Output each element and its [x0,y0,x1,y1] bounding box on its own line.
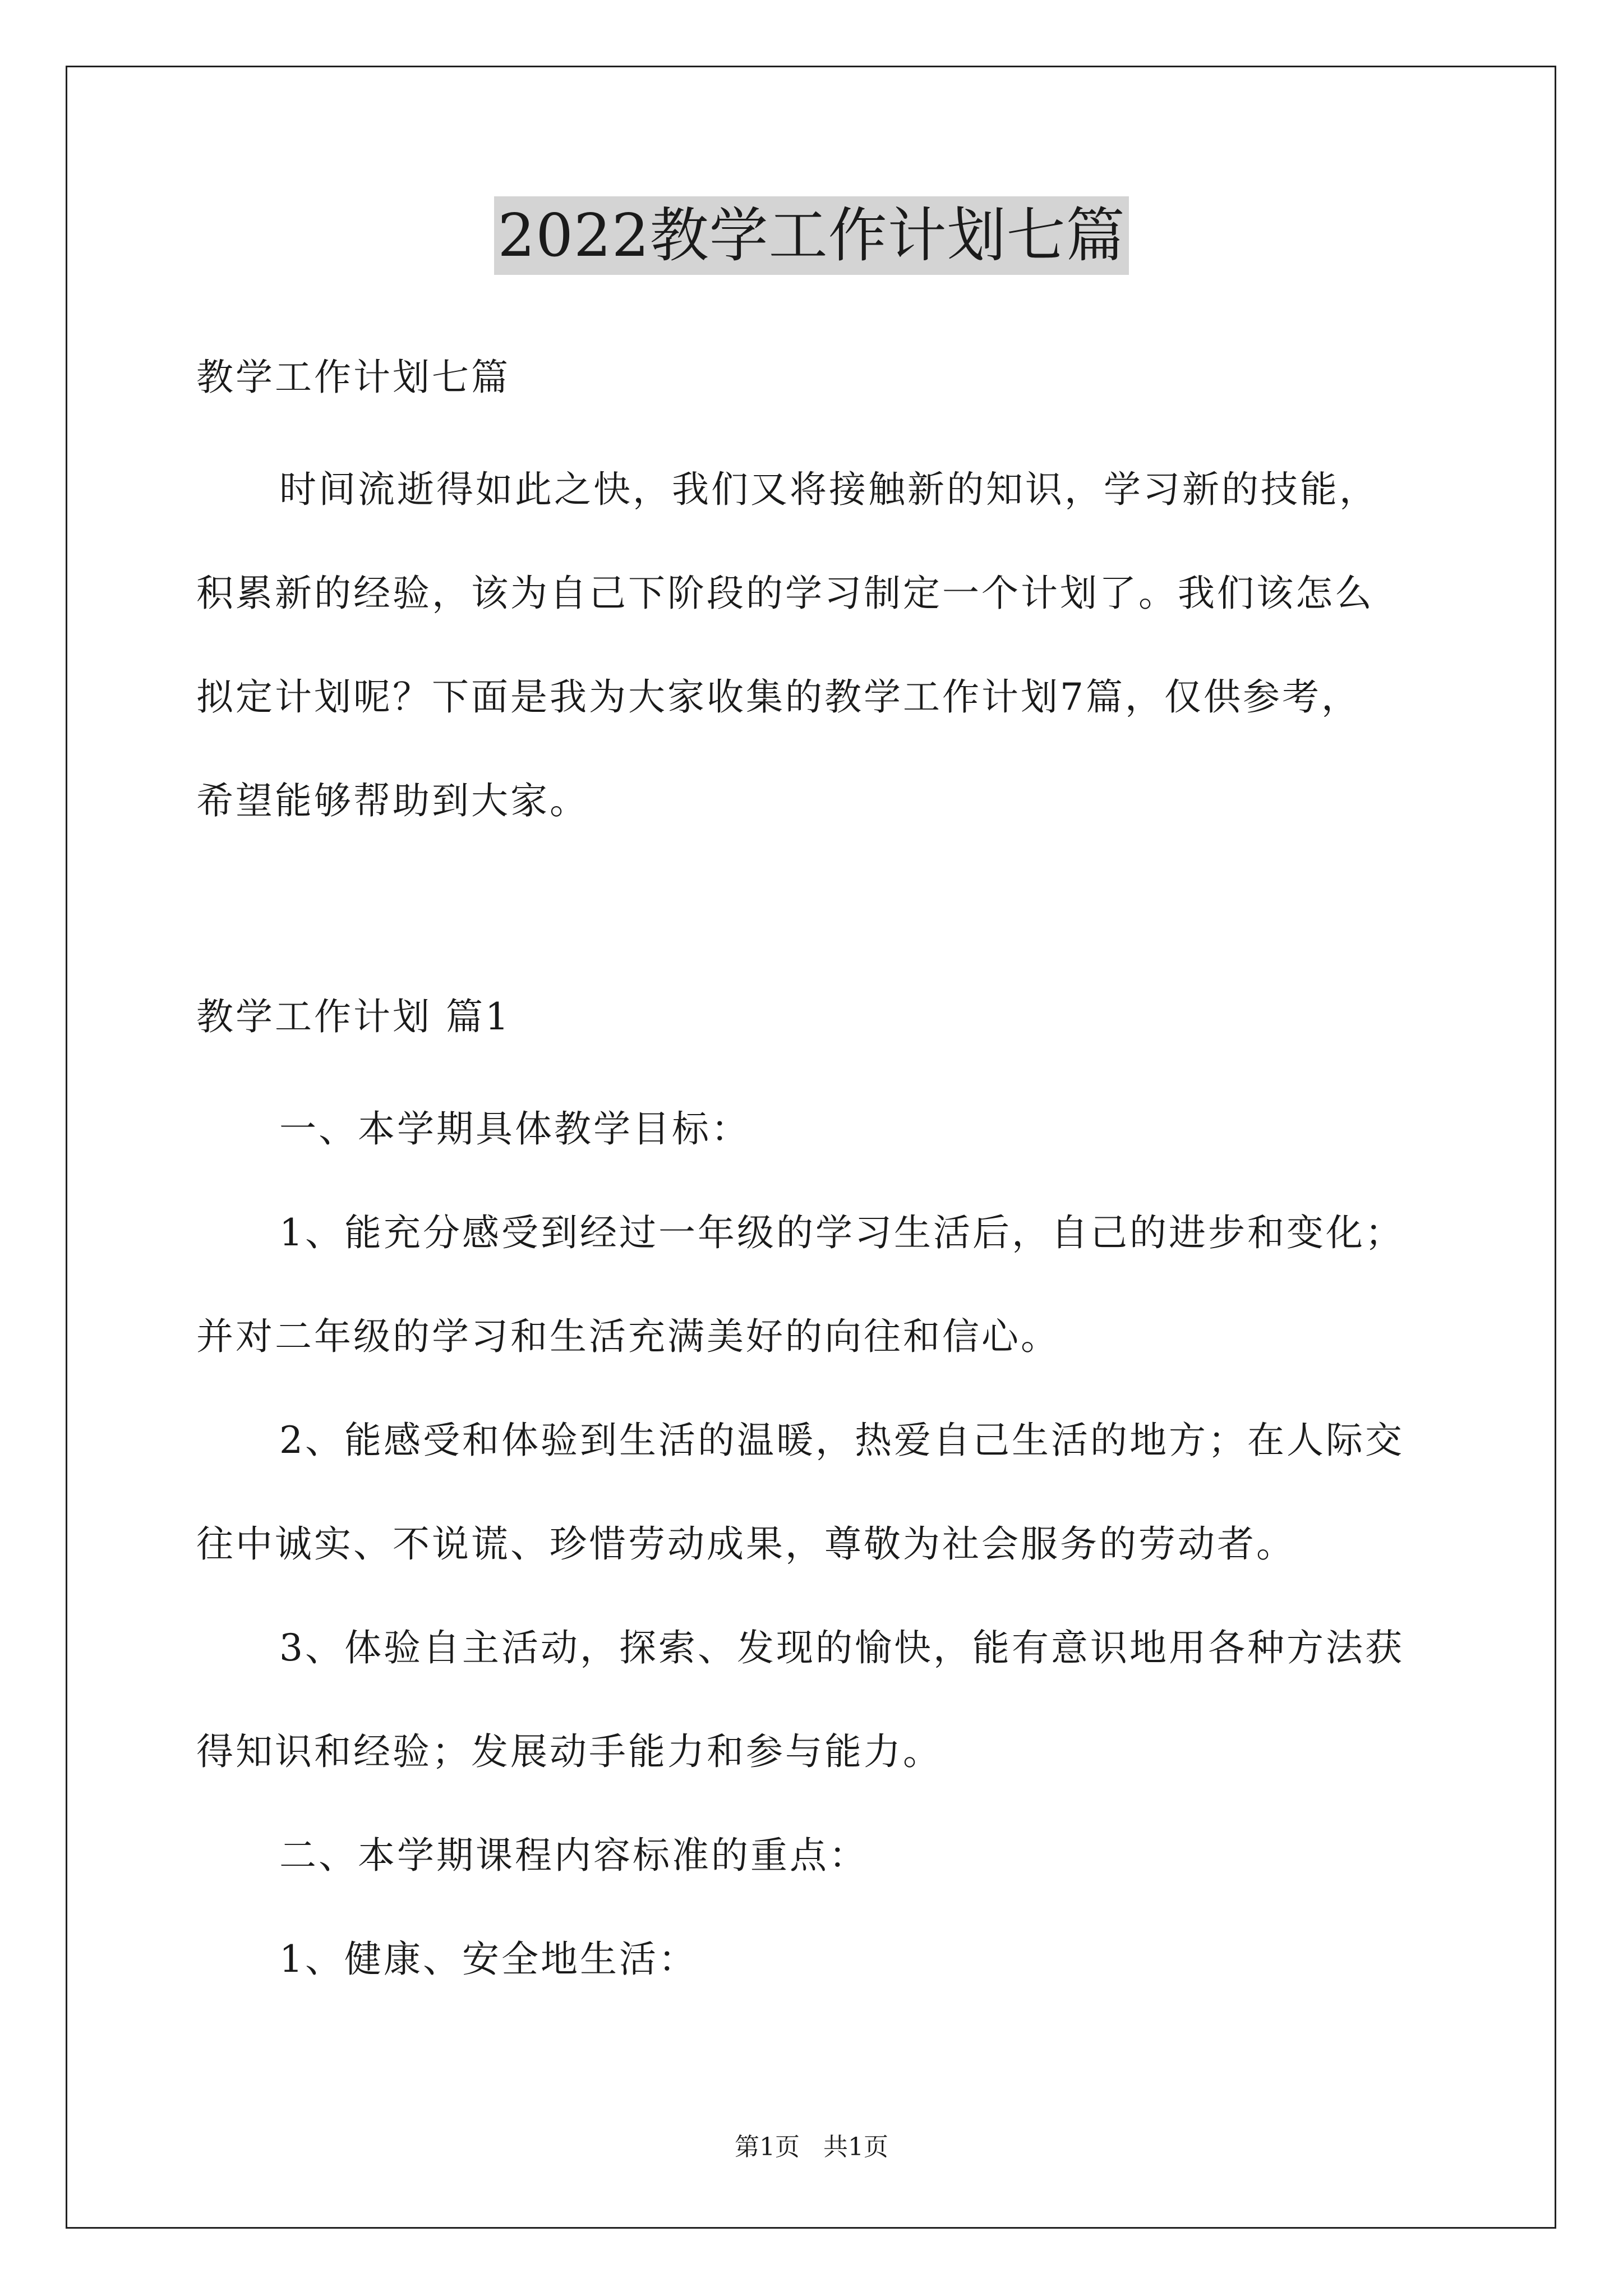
body-line: 3、体验自主活动，探索、发现的愉快，能有意识地用各种方法获 [279,1626,1404,1669]
body-line: 希望能够帮助到大家。 [196,779,589,822]
body-line: 时间流逝得如此之快，我们又将接触新的知识，学习新的技能， [279,468,1378,511]
body-line: 积累新的经验，该为自己下阶段的学习制定一个计划了。我们该怎么 [196,572,1374,615]
body-line: 拟定计划呢？下面是我为大家收集的教学工作计划7篇，仅供参考， [196,675,1361,719]
body-line: 得知识和经验；发展动手能力和参与能力。 [196,1730,942,1773]
body-line: 一、本学期具体教学目标： [279,1107,750,1151]
document-title: 2022教学工作计划七篇 [494,196,1128,275]
body-line: 2、能感受和体验到生活的温暖，热爱自己生活的地方；在人际交 [279,1419,1404,1462]
title-container [0,196,1623,275]
body-line: 二、本学期课程内容标准的重点： [279,1834,868,1877]
subtitle-line: 教学工作计划七篇 [196,356,510,399]
page-footer: 第1页 共1页 [735,2133,888,2161]
body-line: 1、健康、安全地生活： [279,1938,698,1981]
section-heading: 教学工作计划 篇1 [196,995,511,1038]
body-line: 往中诚实、不说谎、珍惜劳动成果，尊敬为社会服务的劳动者。 [196,1522,1295,1566]
body-line: 并对二年级的学习和生活充满美好的向往和信心。 [196,1315,1060,1358]
body-line: 1、能充分感受到经过一年级的学习生活后，自己的进步和变化； [279,1211,1404,1254]
